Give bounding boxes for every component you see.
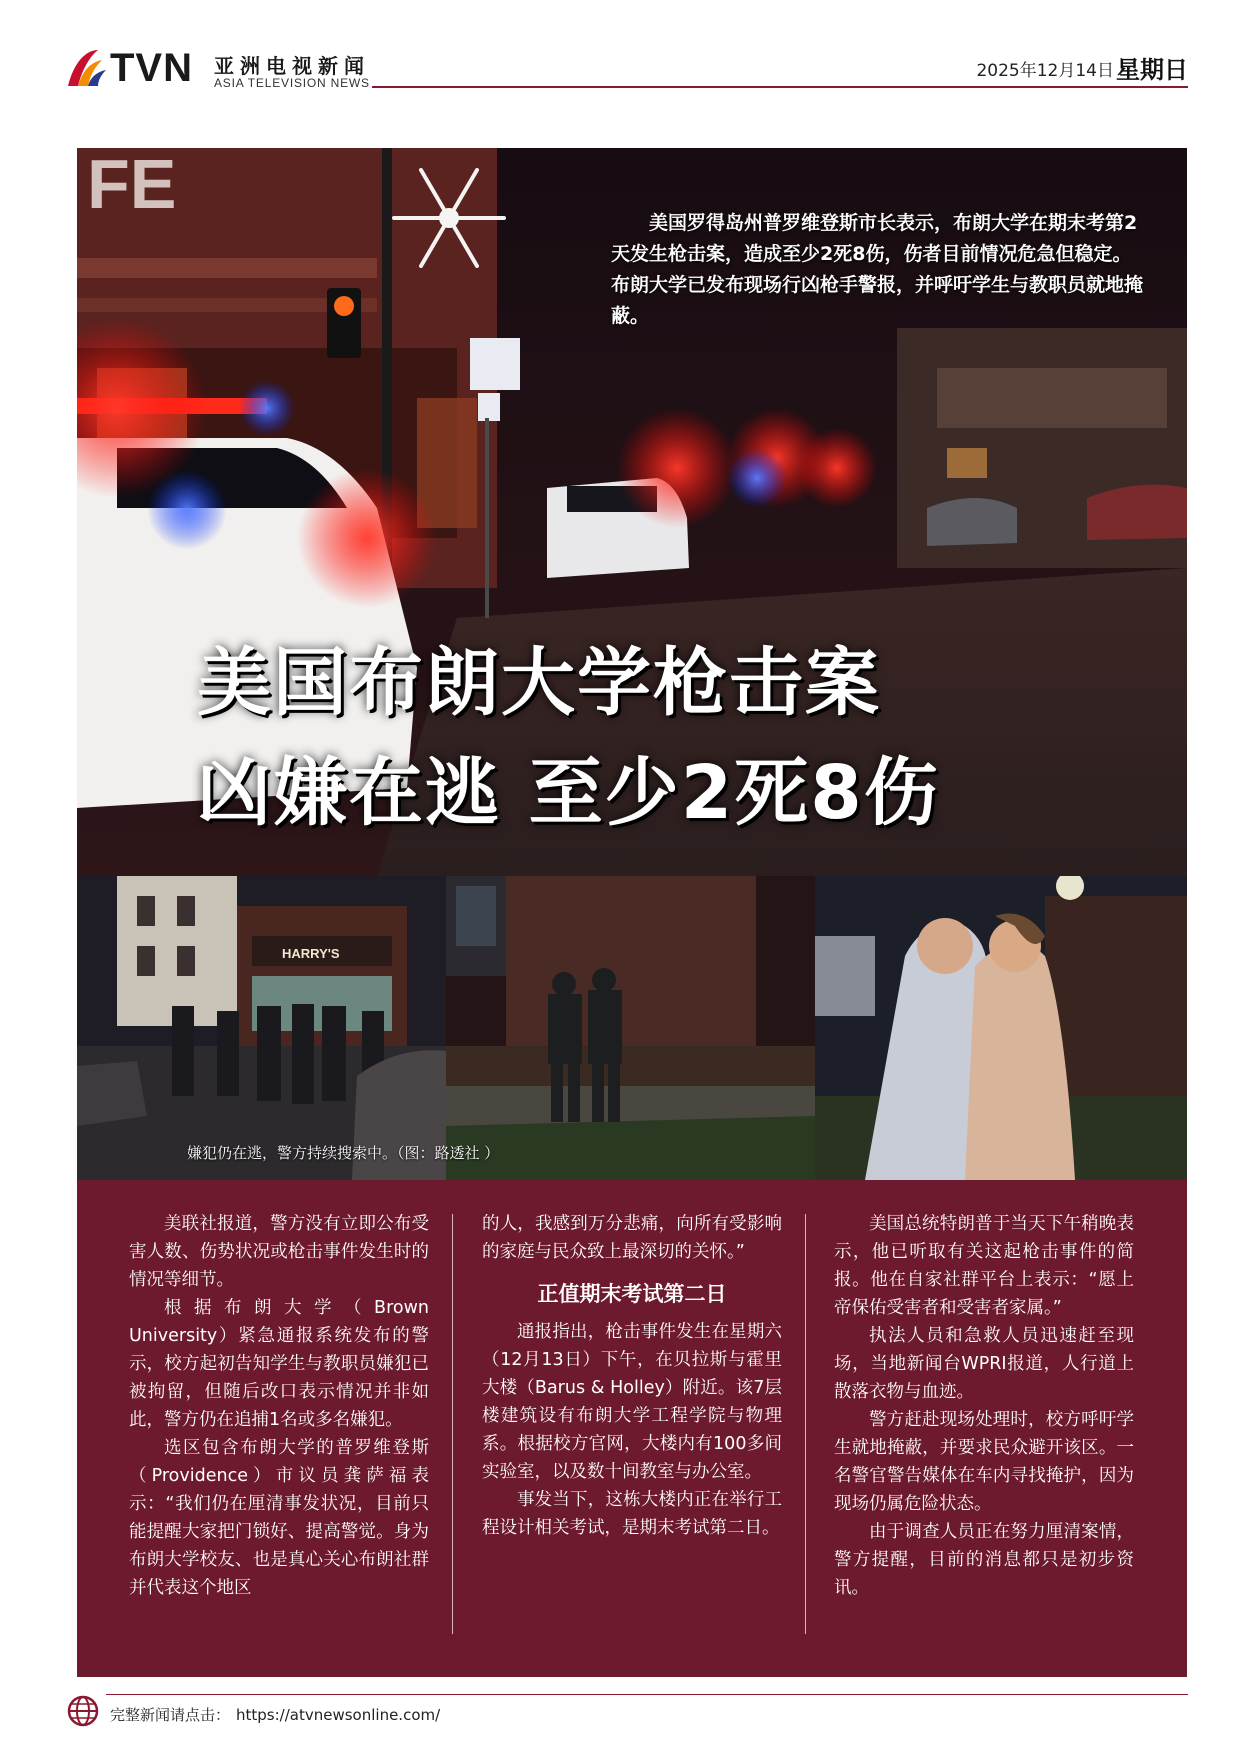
article-panel — [77, 1180, 1187, 1677]
article-paragraph-continued: 的人，我感到万分悲痛，向所有受影响的家庭与民众致上最深切的关怀。” — [482, 1214, 782, 1262]
page-header — [0, 0, 1250, 100]
headline — [197, 628, 1177, 848]
article-paragraph: 美联社报道，警方没有立即公布受害人数、伤势状况或枪击事件发生时的情况等细节。 — [129, 1214, 429, 1290]
police-search-image — [77, 876, 446, 1180]
photo-strip — [77, 876, 1187, 1180]
article-column-3 — [834, 1210, 1134, 1602]
article-paragraph: 执法人员和急救人员迅速赶至现场，当地新闻台WPRI报道，人行道上散落衣物与血迹。 — [834, 1326, 1134, 1402]
column-divider — [805, 1214, 806, 1634]
footer-url-link[interactable]: https://atvnewsonline.com/ — [236, 1706, 441, 1724]
tactical-officers-image — [446, 876, 815, 1180]
globe-icon — [66, 1694, 100, 1728]
article-paragraph: 根据布朗大学（Brown University）紧急通报系统发布的警示，校方起初告知学生与教职员嫌犯已被拘留，但随后改口表示情况并非如此，警方仍在追捕1名或多名嫌犯。 — [129, 1298, 429, 1430]
footer-label: 完整新闻请点击： — [110, 1706, 231, 1724]
embrace-image — [815, 876, 1187, 1180]
article-paragraph: 美国总统特朗普于当天下午稍晚表示，他已听取有关这起枪击事件的简报。他在自家社群平台上表示：“愿上帝保佑受害者和受害者家属。” — [834, 1214, 1134, 1318]
brand-name-chinese: 亚洲电视新闻 — [214, 54, 370, 78]
svg-text:HARRY'S: HARRY'S — [282, 946, 340, 961]
headline-line-1: 美国布朗大学枪击案 — [197, 640, 881, 726]
article-subheading: 正值期末考试第二日 — [537, 1282, 727, 1306]
atvn-logo-mark-icon — [64, 42, 112, 90]
header-divider — [372, 86, 1188, 88]
article-paragraph: 选区包含布朗大学的普罗维登斯（Providence）市议员龚萨福表示：“我们仍在厘清事发状况，目前只能提醒大家把门锁好、提高警觉。身为布朗大学校友、也是真心关心布朗社群并代表这个地区 — [129, 1438, 429, 1598]
hero-summary: 美国罗得岛州普罗维登斯市长表示，布朗大学在期末考第2天发生枪击案，造成至少2死8伤，伤者目前情况危急但稳定。布朗大学已发布现场行凶枪手警报，并呼吁学生与教职员就地掩蔽。 — [611, 212, 1144, 327]
svg-text:FE: FE — [87, 148, 177, 223]
tactical-officers-photo — [446, 876, 815, 1180]
headline-line-2: 凶嫌在逃 至少2死8伤 — [197, 750, 940, 836]
footer-divider — [106, 1694, 1188, 1695]
issue-date: 2025年12月14日 — [976, 61, 1114, 81]
column-divider — [452, 1214, 453, 1634]
brand-name-english: ASIA TELEVISION NEWS — [214, 76, 370, 90]
hero-photo — [77, 148, 1187, 876]
footer-link-row — [110, 1704, 440, 1725]
article-paragraph: 通报指出，枪击事件发生在星期六（12月13日）下午，在贝拉斯与霍里大楼（Barus & Holley）附近。该7层楼建筑设有布朗大学工程学院与物理系。根据校方官网，大楼内有100多间实验室，以及数十间教室与办公室。 — [482, 1322, 782, 1482]
embrace-photo — [815, 876, 1187, 1180]
police-search-photo — [77, 876, 446, 1180]
article-column-2 — [482, 1210, 782, 1542]
article-paragraph: 警方赶赴现场处理时，校方呼吁学生就地掩蔽，并要求民众避开该区。一名警官警告媒体在车内寻找掩护，因为现场仍属危险状态。 — [834, 1410, 1134, 1514]
article-paragraph: 由于调查人员正在努力厘清案情，警方提醒，目前的消息都只是初步资讯。 — [834, 1522, 1134, 1598]
photo-caption: 嫌犯仍在逃，警方持续搜索中。（图：路透社 ） — [187, 1144, 500, 1162]
logo-text: TVN — [110, 46, 193, 90]
article-paragraph: 事发当下，这栋大楼内正在举行工程设计相关考试，是期末考试第二日。 — [482, 1490, 782, 1538]
issue-weekday: 星期日 — [1116, 56, 1188, 84]
atvn-logo[interactable] — [64, 42, 200, 98]
article-column-1 — [129, 1210, 429, 1602]
